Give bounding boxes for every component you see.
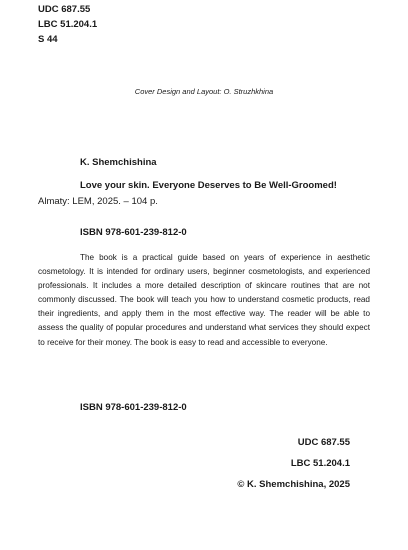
- publication-imprint: Almaty: LEM, 2025. – 104 p.: [38, 196, 158, 207]
- classification-codes: [38, 2, 97, 47]
- design-credits: Cover Design and Layout: O. Struzhkhina: [134, 87, 274, 96]
- footer-signature: [237, 432, 350, 495]
- isbn-bottom: ISBN 978-601-239-812-0: [80, 402, 187, 413]
- isbn-top: ISBN 978-601-239-812-0: [80, 227, 187, 238]
- lbc-code: LBC 51.204.1: [38, 19, 98, 30]
- footer-udc-code: UDC 687.55: [297, 437, 350, 448]
- author-name: K. Shemchishina: [80, 157, 157, 168]
- book-title: Love your skin. Everyone Deserves to Be Well-Groomed!: [80, 180, 337, 191]
- author-mark: S 44: [38, 34, 58, 45]
- copyright-notice: © K. Shemchishina, 2025: [237, 479, 350, 490]
- udc-code: UDC 687.55: [38, 4, 91, 15]
- book-abstract: The book is a practical guide based on years of experience in aesthetic cosmetology. It is intended for ordinary users, beginner cosmetologists, and experienced professionals. It includes a more detailed description of skincare routines that are not commonly discussed. The book will teach you how to understand cosmetic products, read their ingredients, and apply them in the most effective way. The reader will be able to assess the quality of popular procedures and understand what services they should expect to receive for their money. The book is easy to read and accessible to everyone.: [38, 253, 370, 347]
- footer-lbc-code: LBC 51.204.1: [290, 458, 350, 469]
